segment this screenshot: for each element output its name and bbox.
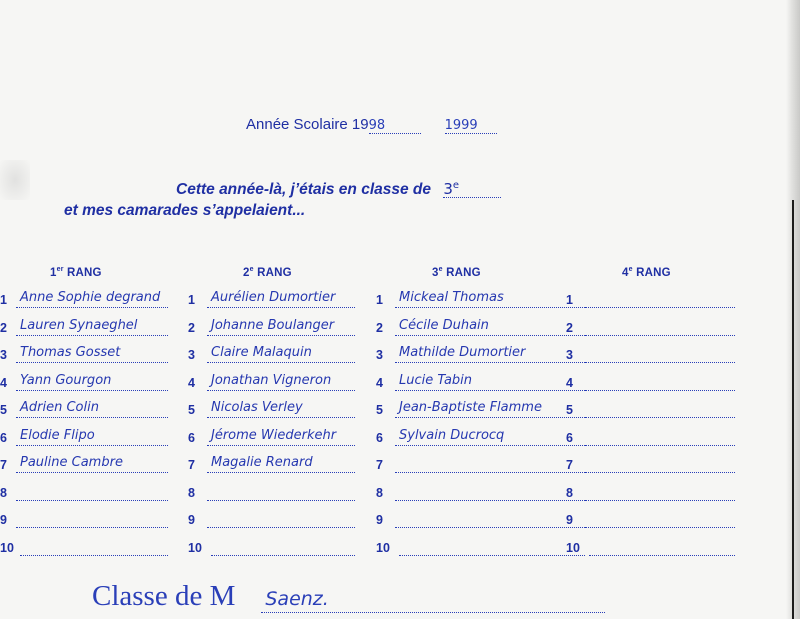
classmate-name-field[interactable]: Jonathan Vigneron: [207, 371, 355, 391]
intro-line-1: [64, 178, 501, 200]
rang-title-word: RANG: [63, 266, 102, 279]
classmate-name-field[interactable]: Adrien Colin: [16, 398, 168, 418]
rang-title-superscript: e: [249, 266, 254, 273]
rang-2-row-1: [188, 286, 355, 308]
rang-1-row-2: [0, 314, 168, 336]
classmate-name-field[interactable]: [16, 481, 168, 501]
row-number: 3: [566, 348, 573, 362]
intro-text: [64, 178, 501, 221]
row-number: 2: [0, 320, 7, 335]
row-number: 6: [566, 430, 573, 445]
classmate-name-field[interactable]: [16, 508, 168, 528]
row-number: 4: [188, 375, 195, 390]
rang-4-row-10: [566, 534, 735, 556]
rang-title-superscript: e: [438, 266, 443, 273]
classmate-name-field[interactable]: Lucie Tabin: [395, 371, 585, 391]
rang-2-row-2: [188, 314, 355, 336]
classmate-name-field[interactable]: [395, 453, 585, 473]
classmate-name-field[interactable]: [585, 453, 735, 473]
classmate-name-field[interactable]: Mathilde Dumortier: [395, 343, 585, 363]
rang-3-row-2: [376, 314, 585, 336]
classmate-name-field[interactable]: Johanne Boulanger: [207, 316, 355, 336]
year-end-prefix: 19: [444, 118, 462, 133]
row-number: 6: [0, 430, 7, 445]
rang-3-row-6: [376, 424, 585, 446]
row-number: 5: [566, 403, 573, 417]
row-number: 7: [376, 458, 383, 472]
row-number: 5: [0, 403, 7, 417]
classmate-name-field[interactable]: Aurélien Dumortier: [207, 288, 355, 308]
rang-2-row-9: [188, 506, 355, 528]
row-number: 5: [188, 403, 195, 417]
classmate-name-field[interactable]: [399, 536, 585, 556]
rang-4-row-9: [566, 506, 735, 528]
classmate-name-field[interactable]: [589, 536, 735, 556]
rang-4-row-8: [566, 479, 735, 501]
row-number: 9: [188, 513, 195, 527]
classmate-name-field[interactable]: Nicolas Verley: [207, 398, 355, 418]
classmate-name-field[interactable]: [211, 536, 355, 556]
classmate-name-field[interactable]: [585, 426, 735, 446]
teacher-name-field[interactable]: Saenz.: [261, 586, 605, 613]
rang-4-row-6: [566, 424, 735, 446]
classmate-name-field[interactable]: [585, 288, 735, 308]
rang-title-number: 2: [243, 266, 250, 279]
rang-4-row-5: [566, 396, 735, 418]
classmate-name-field[interactable]: Thomas Gosset: [16, 343, 168, 363]
classmate-name-field[interactable]: Yann Gourgon: [16, 371, 168, 391]
rang-1-row-4: [0, 369, 168, 391]
year-end-field[interactable]: [445, 119, 497, 134]
classmate-name-field[interactable]: Lauren Synaeghel: [16, 316, 168, 336]
rang-2-row-7: [188, 451, 355, 473]
row-number: 7: [188, 458, 195, 472]
rang-3-row-8: [376, 479, 585, 501]
rang-4-row-2: [566, 314, 735, 336]
rang-1-row-1: [0, 286, 168, 308]
rang-1-row-9: [0, 506, 168, 528]
classmate-name-field[interactable]: Jérome Wiederkehr: [207, 426, 355, 446]
rang-2-row-4: [188, 369, 355, 391]
page-edge: [786, 0, 800, 619]
classmate-name-field[interactable]: [585, 481, 735, 501]
row-number: 1: [566, 293, 573, 307]
rang-3-row-10: [376, 534, 585, 556]
row-number: 3: [188, 348, 195, 362]
classmate-name-field[interactable]: Elodie Flipo: [16, 426, 168, 446]
classmate-name-field[interactable]: [395, 481, 585, 501]
rang-title-word: RANG: [253, 266, 292, 279]
row-number: 2: [188, 320, 195, 335]
row-number: 6: [188, 430, 195, 445]
row-number: 1: [0, 293, 7, 307]
school-year-label: Année Scolaire 19: [246, 116, 369, 133]
rang-3-row-3: [376, 341, 585, 363]
classmate-name-field[interactable]: [585, 508, 735, 528]
rang-2-row-6: [188, 424, 355, 446]
rang-title-word: RANG: [632, 266, 671, 279]
row-number: 8: [566, 485, 573, 500]
classmate-name-field[interactable]: [395, 508, 585, 528]
row-number: 10: [0, 540, 14, 555]
year-end-value: 99: [461, 118, 478, 133]
rang-3-row-4: [376, 369, 585, 391]
rang-title-word: RANG: [442, 266, 481, 279]
rang-title-number: 4: [622, 266, 629, 279]
classmate-name-field[interactable]: [585, 343, 735, 363]
rang-title-1: [50, 266, 102, 279]
row-number: 9: [376, 513, 383, 527]
row-number: 4: [376, 375, 383, 390]
classmate-name-field[interactable]: [585, 398, 735, 418]
classmate-name-field[interactable]: Claire Malaquin: [207, 343, 355, 363]
rang-1-row-3: [0, 341, 168, 363]
row-number: 9: [566, 513, 573, 527]
school-year-line: [246, 116, 497, 134]
row-number: 5: [376, 403, 383, 417]
classmate-name-field[interactable]: [585, 316, 735, 336]
rang-3-row-7: [376, 451, 585, 473]
year-start-field[interactable]: 98: [369, 119, 421, 134]
classmate-name-field[interactable]: [207, 508, 355, 528]
rang-1-row-6: [0, 424, 168, 446]
row-number: 9: [0, 513, 7, 527]
classmate-name-field[interactable]: Cécile Duhain: [395, 316, 585, 336]
classmate-name-field[interactable]: [585, 371, 735, 391]
rang-title-number: 1: [50, 266, 57, 279]
rang-4-row-3: [566, 341, 735, 363]
rang-3-row-1: [376, 286, 585, 308]
row-number: 1: [188, 293, 195, 307]
class-suffix: e: [452, 180, 460, 191]
rang-2-row-10: [188, 534, 355, 556]
classmate-name-field[interactable]: [20, 536, 168, 556]
paper-smudge: [0, 160, 30, 200]
rang-title-number: 3: [432, 266, 439, 279]
classmate-name-field[interactable]: Sylvain Ducrocq: [395, 426, 585, 446]
rang-2-row-8: [188, 479, 355, 501]
classmate-name-field[interactable]: Pauline Cambre: [16, 453, 168, 473]
row-number: 3: [0, 348, 7, 362]
classmate-name-field[interactable]: Magalie Renard: [207, 453, 355, 473]
row-number: 1: [376, 293, 383, 307]
rang-1-row-5: [0, 396, 168, 418]
rang-1-row-10: [0, 534, 168, 556]
row-number: 10: [376, 540, 390, 555]
rang-2-row-3: [188, 341, 355, 363]
rang-title-superscript: e: [628, 266, 633, 273]
row-number: 7: [0, 458, 7, 472]
rang-4-row-1: [566, 286, 735, 308]
row-number: 6: [376, 430, 383, 445]
class-field[interactable]: [443, 178, 501, 198]
intro-line-2: et mes camarades s’appelaient...: [64, 202, 306, 219]
rang-4-row-4: [566, 369, 735, 391]
rang-1-row-7: [0, 451, 168, 473]
intro-line-1-text: Cette année-là, j’étais en classe de: [176, 181, 432, 198]
teacher-line: [92, 580, 605, 613]
rang-3-row-5: [376, 396, 585, 418]
row-number: 8: [0, 485, 7, 500]
row-number: 4: [0, 375, 7, 390]
row-number: 2: [566, 320, 573, 335]
row-number: 3: [376, 348, 383, 362]
rang-3-row-9: [376, 506, 585, 528]
teacher-label: Classe de M: [92, 580, 236, 612]
row-number: 10: [188, 540, 202, 555]
row-number: 8: [376, 485, 383, 500]
classmate-name-field[interactable]: Mickeal Thomas: [395, 288, 585, 308]
row-number: 8: [188, 485, 195, 500]
rang-title-superscript: er: [56, 266, 64, 273]
row-number: 4: [566, 375, 573, 390]
classmate-name-field[interactable]: [207, 481, 355, 501]
row-number: 10: [566, 540, 580, 555]
row-number: 2: [376, 320, 383, 335]
classmate-name-field[interactable]: Anne Sophie degrand: [16, 288, 168, 308]
rang-title-3: [432, 266, 481, 279]
rang-1-row-8: [0, 479, 168, 501]
rang-2-row-5: [188, 396, 355, 418]
row-number: 7: [566, 458, 573, 472]
class-value: 3: [443, 180, 453, 198]
rang-title-4: [622, 266, 671, 279]
rang-4-row-7: [566, 451, 735, 473]
classmate-name-field[interactable]: Jean-Baptiste Flamme: [395, 398, 585, 418]
rang-title-2: [243, 266, 292, 279]
